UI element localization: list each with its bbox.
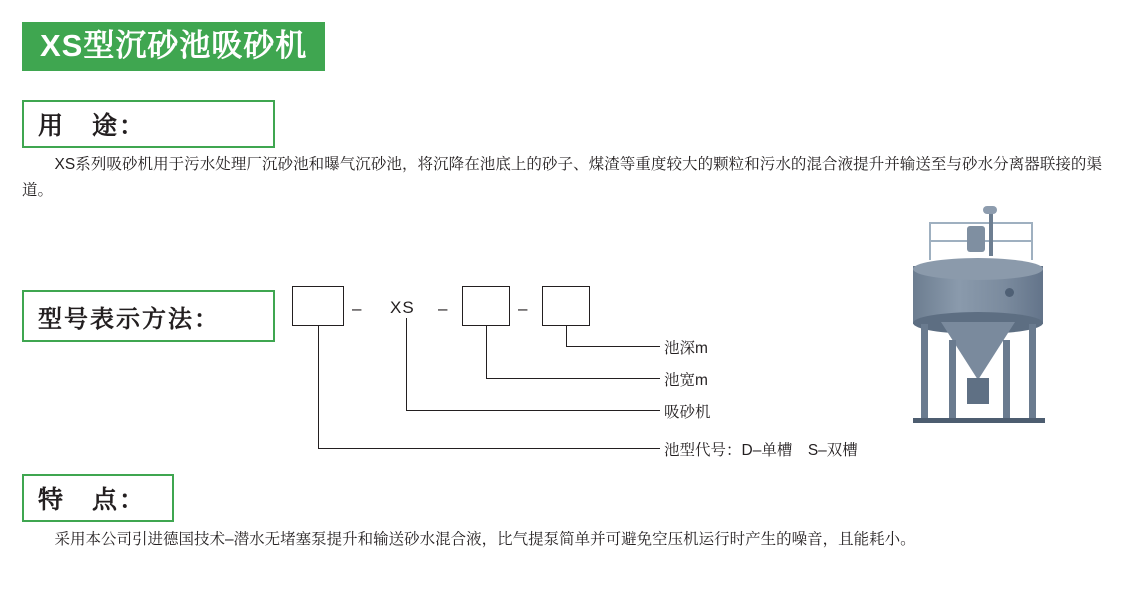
section-heading-feature-label: 特 点： — [38, 486, 147, 514]
feature-paragraph: 采用本公司引进德国技术–潜水无堵塞泵提升和输送砂水混合液，比气提泵简单并可避免空压机运行时产生的噪音，且能耗小。 — [54, 531, 916, 548]
leader-pooltype-vertical — [318, 326, 319, 448]
photo-support-leg — [1029, 324, 1036, 420]
section-heading-feature — [22, 474, 174, 522]
model-box-pool-type — [292, 286, 344, 326]
page-title: XS型沉砂池吸砂机 — [22, 22, 325, 71]
model-box-width — [462, 286, 510, 326]
leader-depth-horizontal — [566, 346, 660, 347]
leader-machine-horizontal — [406, 410, 660, 411]
leader-machine-vertical — [406, 318, 407, 410]
model-fixed-code: XS — [390, 298, 415, 317]
legend-width: 池宽m — [664, 372, 708, 389]
leader-width-horizontal — [486, 378, 660, 379]
photo-tank-top — [913, 258, 1043, 280]
product-photo — [905, 200, 1095, 450]
usage-paragraph: XS系列吸砂机用于污水处理厂沉砂池和曝气沉砂池，将沉降在池底上的砂子、煤渣等重度较大的颗粒和污水的混合液提升并输送至与砂水分离器联接的渠道。 — [22, 156, 1102, 199]
section-heading-usage — [22, 100, 275, 148]
model-dash-3: – — [518, 299, 528, 318]
photo-support-leg — [1003, 340, 1010, 420]
leader-width-vertical — [486, 326, 487, 378]
legend-pool-type: 池型代号：D–单槽 S–双槽 — [664, 442, 858, 459]
photo-support-leg — [949, 340, 956, 420]
model-dash-2: – — [438, 299, 448, 318]
section-heading-model-label: 型号表示方法： — [38, 305, 220, 333]
photo-support-leg — [921, 324, 928, 420]
photo-hopper-outlet — [967, 378, 989, 404]
model-designation-diagram — [280, 272, 980, 472]
model-dash-1: – — [352, 299, 362, 318]
legend-machine: 吸砂机 — [664, 404, 711, 421]
section-heading-usage-label: 用 途： — [38, 112, 147, 140]
photo-inspection-port — [1005, 288, 1014, 297]
photo-valve-knob — [983, 206, 997, 214]
section-heading-model — [22, 290, 275, 342]
model-box-depth — [542, 286, 590, 326]
photo-base — [913, 418, 1045, 423]
legend-depth: 池深m — [664, 340, 708, 357]
leader-pooltype-horizontal — [318, 448, 660, 449]
photo-pipe-stack — [989, 210, 993, 256]
photo-motor — [967, 226, 985, 252]
leader-depth-vertical — [566, 326, 567, 346]
